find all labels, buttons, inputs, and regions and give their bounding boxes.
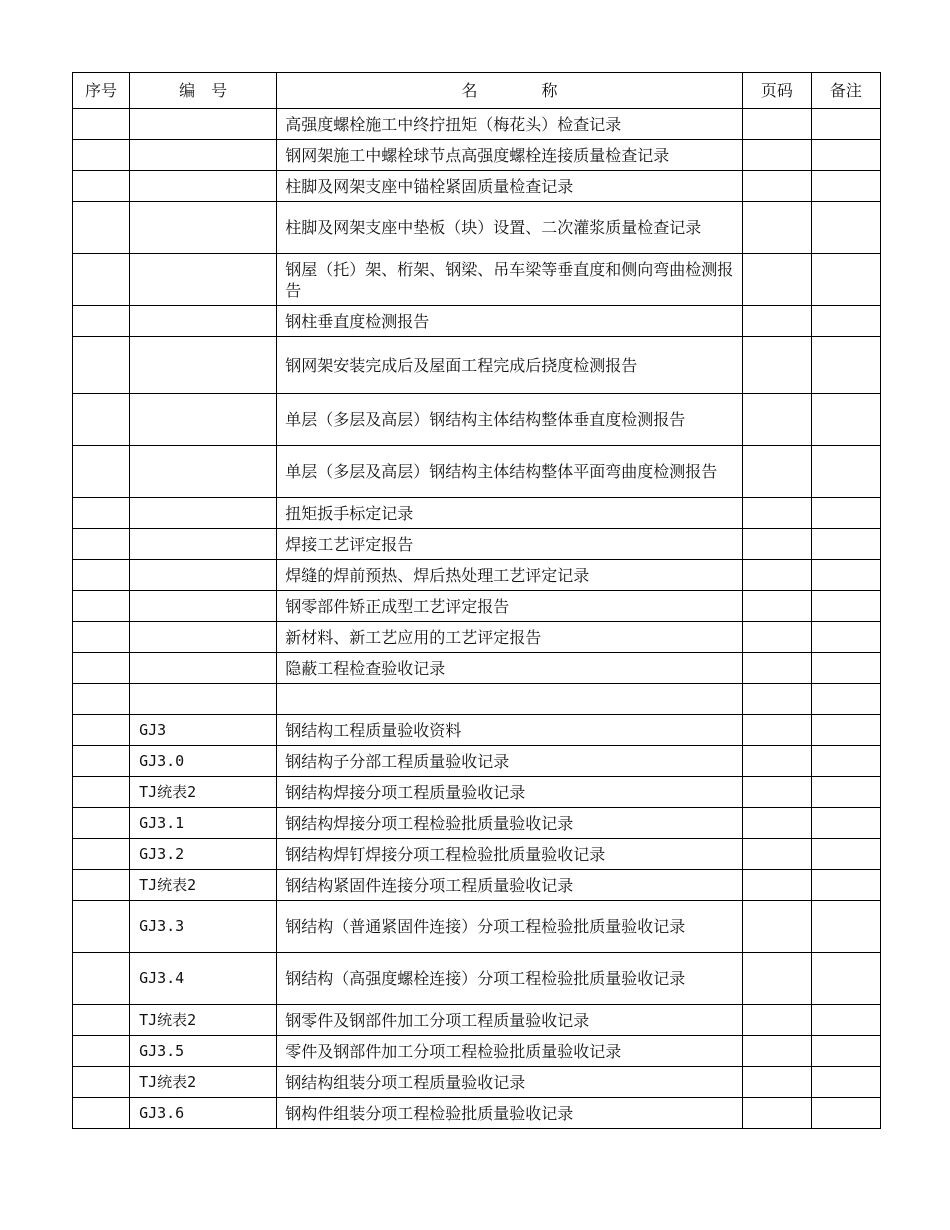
- cell-name: 零件及钢部件加工分项工程检验批质量验收记录: [277, 1036, 743, 1067]
- cell-page: [742, 953, 811, 1005]
- cell-code: [130, 622, 277, 653]
- cell-seq: [73, 839, 130, 870]
- header-name: 名 称: [277, 73, 743, 109]
- cell-seq: [73, 306, 130, 337]
- cell-note: [811, 140, 880, 171]
- cell-note: [811, 715, 880, 746]
- table-row: [73, 870, 881, 901]
- table-row: [73, 254, 881, 306]
- table-row: [73, 1067, 881, 1098]
- cell-name: 钢结构子分部工程质量验收记录: [277, 746, 743, 777]
- cell-page: [742, 1098, 811, 1129]
- table-row: [73, 591, 881, 622]
- cell-code: [130, 498, 277, 529]
- cell-name: 钢结构焊接分项工程检验批质量验收记录: [277, 808, 743, 839]
- cell-page: [742, 839, 811, 870]
- cell-name: 单层（多层及高层）钢结构主体结构整体平面弯曲度检测报告: [277, 446, 743, 498]
- table-row: [73, 839, 881, 870]
- table-row: [73, 715, 881, 746]
- cell-code: GJ3.2: [130, 839, 277, 870]
- table-row: [73, 109, 881, 140]
- cell-code: [130, 109, 277, 140]
- cell-note: [811, 746, 880, 777]
- cell-seq: [73, 1036, 130, 1067]
- cell-page: [742, 202, 811, 254]
- cell-name: 焊接工艺评定报告: [277, 529, 743, 560]
- cell-note: [811, 529, 880, 560]
- cell-name: 钢结构组装分项工程质量验收记录: [277, 1067, 743, 1098]
- cell-note: [811, 171, 880, 202]
- table-row: [73, 529, 881, 560]
- cell-page: [742, 870, 811, 901]
- table-row: [73, 446, 881, 498]
- cell-page: [742, 591, 811, 622]
- cell-seq: [73, 1067, 130, 1098]
- cell-seq: [73, 684, 130, 715]
- cell-note: [811, 1005, 880, 1036]
- table-row: [73, 394, 881, 446]
- cell-page: [742, 529, 811, 560]
- cell-name: 柱脚及网架支座中垫板（块）设置、二次灌浆质量检查记录: [277, 202, 743, 254]
- cell-code: [130, 202, 277, 254]
- cell-name: 扭矩扳手标定记录: [277, 498, 743, 529]
- table-row: [73, 306, 881, 337]
- cell-note: [811, 202, 880, 254]
- cell-note: [811, 653, 880, 684]
- cell-page: [742, 808, 811, 839]
- cell-seq: [73, 254, 130, 306]
- cell-name: 钢结构工程质量验收资料: [277, 715, 743, 746]
- table-row: [73, 901, 881, 953]
- cell-code: TJ统表2: [130, 777, 277, 808]
- table-row: [73, 202, 881, 254]
- cell-seq: [73, 394, 130, 446]
- table-row: [73, 1005, 881, 1036]
- cell-name: 钢结构（普通紧固件连接）分项工程检验批质量验收记录: [277, 901, 743, 953]
- cell-code: GJ3.6: [130, 1098, 277, 1129]
- cell-page: [742, 901, 811, 953]
- cell-code: [130, 254, 277, 306]
- cell-page: [742, 1005, 811, 1036]
- cell-page: [742, 653, 811, 684]
- cell-page: [742, 560, 811, 591]
- cell-note: [811, 591, 880, 622]
- cell-code: TJ统表2: [130, 1067, 277, 1098]
- cell-seq: [73, 777, 130, 808]
- cell-seq: [73, 1005, 130, 1036]
- cell-page: [742, 684, 811, 715]
- cell-page: [742, 746, 811, 777]
- cell-note: [811, 498, 880, 529]
- cell-code: [130, 653, 277, 684]
- header-code: 编 号: [130, 73, 277, 109]
- cell-code: [130, 306, 277, 337]
- cell-note: [811, 109, 880, 140]
- cell-name: 新材料、新工艺应用的工艺评定报告: [277, 622, 743, 653]
- table-header-row: [73, 73, 881, 109]
- table-row: [73, 171, 881, 202]
- cell-note: [811, 254, 880, 306]
- cell-page: [742, 306, 811, 337]
- cell-name: 钢结构焊钉焊接分项工程检验批质量验收记录: [277, 839, 743, 870]
- cell-seq: [73, 498, 130, 529]
- cell-name: 钢零部件矫正成型工艺评定报告: [277, 591, 743, 622]
- cell-name: 钢构件组装分项工程检验批质量验收记录: [277, 1098, 743, 1129]
- header-note: 备注: [811, 73, 880, 109]
- table-row: [73, 684, 881, 715]
- cell-note: [811, 337, 880, 394]
- cell-page: [742, 140, 811, 171]
- cell-note: [811, 839, 880, 870]
- cell-seq: [73, 622, 130, 653]
- document-index-table: [72, 72, 881, 1129]
- cell-page: [742, 337, 811, 394]
- cell-name: [277, 684, 743, 715]
- cell-code: [130, 446, 277, 498]
- cell-code: GJ3.1: [130, 808, 277, 839]
- cell-code: GJ3.0: [130, 746, 277, 777]
- cell-page: [742, 498, 811, 529]
- cell-code: GJ3.5: [130, 1036, 277, 1067]
- cell-note: [811, 1036, 880, 1067]
- cell-seq: [73, 591, 130, 622]
- cell-page: [742, 715, 811, 746]
- cell-seq: [73, 109, 130, 140]
- cell-page: [742, 254, 811, 306]
- cell-page: [742, 622, 811, 653]
- table-row: [73, 337, 881, 394]
- cell-page: [742, 171, 811, 202]
- cell-seq: [73, 870, 130, 901]
- cell-page: [742, 1036, 811, 1067]
- cell-code: GJ3: [130, 715, 277, 746]
- table-row: [73, 140, 881, 171]
- cell-seq: [73, 560, 130, 591]
- cell-code: [130, 591, 277, 622]
- cell-name: 钢结构焊接分项工程质量验收记录: [277, 777, 743, 808]
- cell-name: 钢网架安装完成后及屋面工程完成后挠度检测报告: [277, 337, 743, 394]
- cell-code: TJ统表2: [130, 870, 277, 901]
- table-row: [73, 1098, 881, 1129]
- cell-note: [811, 306, 880, 337]
- cell-note: [811, 1067, 880, 1098]
- cell-note: [811, 394, 880, 446]
- cell-code: [130, 394, 277, 446]
- cell-page: [742, 1067, 811, 1098]
- cell-code: GJ3.3: [130, 901, 277, 953]
- cell-seq: [73, 953, 130, 1005]
- cell-code: [130, 171, 277, 202]
- cell-note: [811, 684, 880, 715]
- cell-seq: [73, 715, 130, 746]
- cell-name: 单层（多层及高层）钢结构主体结构整体垂直度检测报告: [277, 394, 743, 446]
- cell-seq: [73, 653, 130, 684]
- cell-code: [130, 140, 277, 171]
- cell-note: [811, 560, 880, 591]
- cell-name: 柱脚及网架支座中锚栓紧固质量检查记录: [277, 171, 743, 202]
- cell-seq: [73, 202, 130, 254]
- cell-code: [130, 337, 277, 394]
- table-row: [73, 560, 881, 591]
- cell-page: [742, 394, 811, 446]
- cell-page: [742, 777, 811, 808]
- cell-code: TJ统表2: [130, 1005, 277, 1036]
- cell-code: [130, 684, 277, 715]
- cell-name: 钢柱垂直度检测报告: [277, 306, 743, 337]
- cell-note: [811, 622, 880, 653]
- cell-name: 钢结构（高强度螺栓连接）分项工程检验批质量验收记录: [277, 953, 743, 1005]
- cell-seq: [73, 337, 130, 394]
- cell-code: [130, 529, 277, 560]
- table-row: [73, 622, 881, 653]
- header-seq: 序号: [73, 73, 130, 109]
- cell-note: [811, 870, 880, 901]
- cell-page: [742, 446, 811, 498]
- cell-seq: [73, 1098, 130, 1129]
- table-row: [73, 777, 881, 808]
- cell-code: GJ3.4: [130, 953, 277, 1005]
- cell-seq: [73, 808, 130, 839]
- cell-seq: [73, 171, 130, 202]
- cell-name: 隐蔽工程检查验收记录: [277, 653, 743, 684]
- cell-seq: [73, 446, 130, 498]
- cell-name: 钢结构紧固件连接分项工程质量验收记录: [277, 870, 743, 901]
- cell-name: 焊缝的焊前预热、焊后热处理工艺评定记录: [277, 560, 743, 591]
- cell-seq: [73, 529, 130, 560]
- cell-note: [811, 1098, 880, 1129]
- cell-note: [811, 777, 880, 808]
- table-row: [73, 808, 881, 839]
- table-row: [73, 653, 881, 684]
- cell-seq: [73, 901, 130, 953]
- table-row: [73, 498, 881, 529]
- cell-seq: [73, 746, 130, 777]
- cell-name: 钢屋（托）架、桁架、钢梁、吊车梁等垂直度和侧向弯曲检测报告: [277, 254, 743, 306]
- cell-name: 高强度螺栓施工中终拧扭矩（梅花头）检查记录: [277, 109, 743, 140]
- header-page: 页码: [742, 73, 811, 109]
- cell-note: [811, 808, 880, 839]
- cell-name: 钢网架施工中螺栓球节点高强度螺栓连接质量检查记录: [277, 140, 743, 171]
- cell-note: [811, 446, 880, 498]
- cell-name: 钢零件及钢部件加工分项工程质量验收记录: [277, 1005, 743, 1036]
- table-row: [73, 953, 881, 1005]
- cell-seq: [73, 140, 130, 171]
- cell-note: [811, 901, 880, 953]
- cell-code: [130, 560, 277, 591]
- cell-page: [742, 109, 811, 140]
- cell-note: [811, 953, 880, 1005]
- table-row: [73, 746, 881, 777]
- table-row: [73, 1036, 881, 1067]
